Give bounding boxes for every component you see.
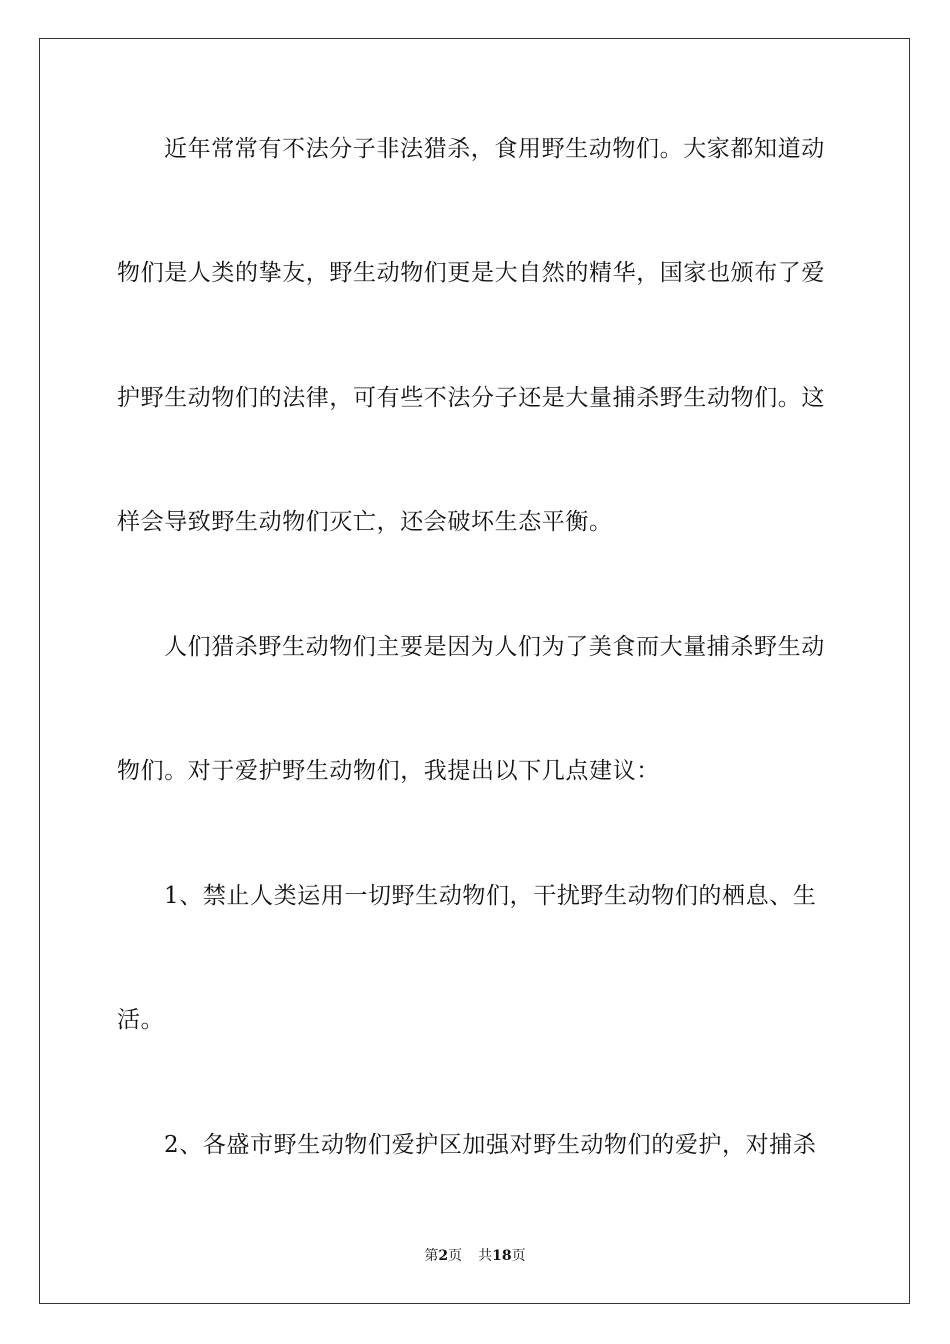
page-footer	[0, 1247, 950, 1265]
paragraph-1-line-3: 护野生动物们的法律，可有些不法分子还是大量捕杀野生动物们。这	[117, 385, 825, 411]
paragraph-3-line-2: 活。	[117, 1007, 165, 1033]
paragraph-1-line-4: 样会导致野生动物们灭亡，还会破坏生态平衡。	[117, 509, 613, 535]
paragraph-1-line-2: 物们是人类的挚友，野生动物们更是大自然的精华，国家也颁布了爱	[117, 260, 825, 286]
page-number: 2	[438, 1248, 449, 1264]
paragraph-3-line-1: 1、禁止人类运用一切野生动物们，干扰野生动物们的栖息、生	[164, 883, 817, 909]
paragraph-2-line-2: 物们。对于爱护野生动物们，我提出以下几点建议：	[117, 758, 660, 784]
page-suffix: 页	[448, 1248, 463, 1264]
total-prefix: 共	[478, 1248, 493, 1264]
paragraph-4-line-1: 2、各盛市野生动物们爱护区加强对野生动物们的爱护，对捕杀	[164, 1132, 817, 1158]
paragraph-1-line-1: 近年常常有不法分子非法猎杀，食用野生动物们。大家都知道动	[164, 136, 825, 162]
paragraph-2-line-1: 人们猎杀野生动物们主要是因为人们为了美食而大量捕杀野生动	[164, 634, 825, 660]
total-pages: 18	[492, 1248, 512, 1264]
page-prefix: 第	[424, 1248, 439, 1264]
total-suffix: 页	[511, 1248, 526, 1264]
page-border	[39, 38, 910, 1304]
